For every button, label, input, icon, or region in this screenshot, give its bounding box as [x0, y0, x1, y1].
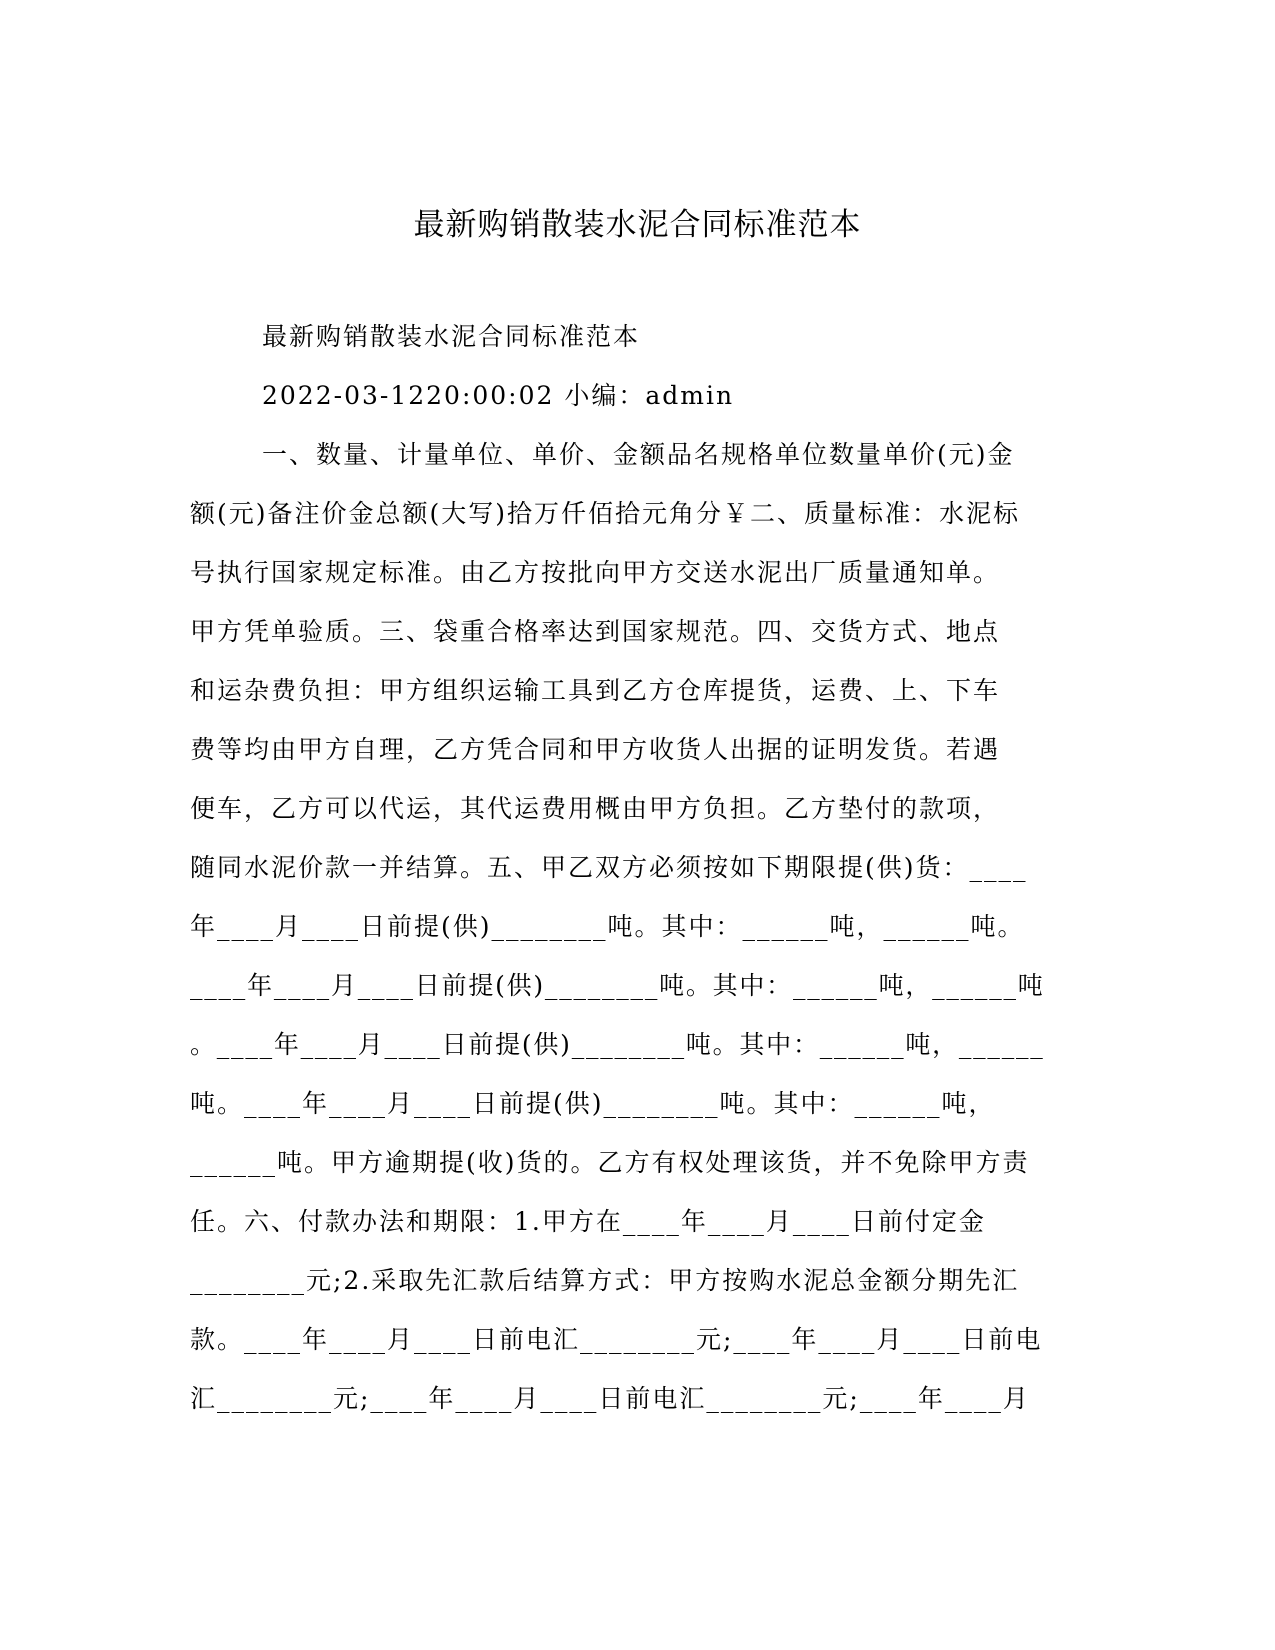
body-line: 和运杂费负担：甲方组织运输工具到乙方仓库提货，运费、上、下车: [190, 676, 1001, 705]
body-line: 年____月____日前提(供)________吨。其中：______吨，______吨。: [190, 912, 1025, 941]
body-line: 款。____年____月____日前电汇________元;____年____月____日前电: [190, 1325, 1043, 1354]
body-line: 吨。____年____月____日前提(供)________吨。其中：______吨，: [190, 1089, 996, 1118]
body-line: ________元;2.采取先汇款后结算方式：甲方按购水泥总金额分期先汇: [190, 1266, 1020, 1295]
body-line: 汇________元;____年____月____日前电汇________元;____年____月: [190, 1384, 1030, 1413]
document-subtitle: 最新购销散装水泥合同标准范本: [262, 322, 641, 351]
body-line: 便车，乙方可以代运，其代运费用概由甲方负担。乙方垫付的款项，: [190, 794, 1001, 823]
body-line: 费等均由甲方自理，乙方凭合同和甲方收货人出据的证明发货。若遇: [190, 735, 1001, 764]
body-line: 额(元)备注价金总额(大写)拾万仟佰拾元角分￥二、质量标准：水泥标: [190, 499, 1021, 528]
body-line: 任。六、付款办法和期限：1.甲方在____年____月____日前付定金: [190, 1207, 986, 1236]
body-line: 随同水泥价款一并结算。五、甲乙双方必须按如下期限提(供)货：____: [190, 853, 1028, 882]
document-title: 最新购销散装水泥合同标准范本: [413, 207, 862, 243]
body-line: 一、数量、计量单位、单价、金额品名规格单位数量单价(元)金: [262, 440, 1015, 469]
body-line: 号执行国家规定标准。由乙方按批向甲方交送水泥出厂质量通知单。: [190, 558, 1001, 587]
body-line: ______吨。甲方逾期提(收)货的。乙方有权处理该货，并不免除甲方责: [190, 1148, 1030, 1177]
document-meta: 2022-03-1220:00:02 小编：admin: [262, 381, 735, 410]
body-line: 。____年____月____日前提(供)________吨。其中：______吨，______: [190, 1030, 1045, 1059]
body-line: 甲方凭单验质。三、袋重合格率达到国家规范。四、交货方式、地点: [190, 617, 1001, 646]
body-line: ____年____月____日前提(供)________吨。其中：______吨，______吨: [190, 971, 1045, 1000]
